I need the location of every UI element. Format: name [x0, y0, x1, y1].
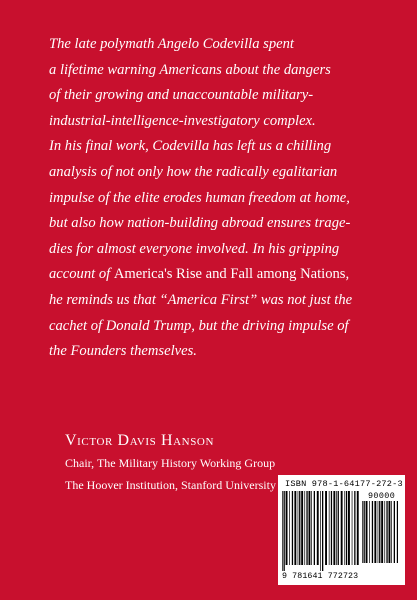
- attribution-title-1: Chair, The Military History Working Group: [65, 456, 276, 470]
- blurb-line-10-after: ,: [345, 266, 350, 283]
- barcode-bar: [346, 491, 347, 565]
- barcode-bar: [292, 491, 293, 565]
- barcode-bar: [366, 501, 368, 563]
- blurb-line-10-before: account of: [49, 266, 114, 283]
- blurb-line-10: [49, 262, 394, 288]
- book-title: America's Rise and Fall among Nations: [113, 266, 346, 283]
- barcode-bar: [338, 491, 339, 565]
- barcode-bar: [304, 491, 305, 565]
- barcode-bar: [325, 491, 327, 565]
- supplement-barcode-bars: [362, 501, 398, 569]
- blurb-line-2: a lifetime warning Americans about the dangers: [49, 61, 331, 78]
- barcode-bar: [294, 491, 296, 565]
- barcode-bar: [282, 491, 283, 571]
- blurb-line-4: industrial-intelligence-investigatory complex.: [49, 112, 316, 129]
- barcode-bar: [298, 491, 299, 565]
- attribution-name: Victor Davis Hanson: [65, 432, 215, 449]
- blurb-text: [49, 32, 394, 365]
- barcode-bar: [394, 501, 395, 563]
- barcode-bar: [333, 491, 335, 565]
- ean-digits: 9 781641 772723: [282, 572, 359, 581]
- barcode-bar: [379, 501, 380, 563]
- barcode-bar: [286, 491, 288, 565]
- barcode-bar: [381, 501, 383, 563]
- barcode-bar: [331, 491, 332, 565]
- ean-barcode-bars: [282, 491, 360, 571]
- blurb-line-9: dies for almost everyone involved. In his gripping: [49, 240, 340, 257]
- barcode-bar: [329, 491, 330, 565]
- attribution-title-2: The Hoover Institution, Stanford University: [65, 478, 276, 492]
- barcode-bar: [306, 491, 307, 565]
- barcode-bar: [374, 501, 376, 563]
- barcode-bar: [322, 491, 323, 571]
- blurb-line-7: impulse of the elite erodes human freedom at home,: [49, 189, 350, 206]
- barcode-bar: [372, 501, 373, 563]
- supplement-digits: 90000: [368, 491, 396, 501]
- blurb-line-12: cachet of Donald Trump, but the driving impulse of: [49, 317, 349, 334]
- barcode-bar: [362, 501, 363, 563]
- barcode-bar: [384, 501, 385, 563]
- barcode-bar: [336, 491, 337, 565]
- barcode-bar: [311, 491, 312, 565]
- barcode-bar: [352, 491, 353, 565]
- blurb-line-13: the Founders themselves.: [49, 343, 197, 360]
- blurb-line-11: he reminds us that “America First” was not just the: [49, 291, 353, 308]
- blurb-line-5: In his final work, Codevilla has left us a chilling: [49, 138, 332, 155]
- barcode-bar: [284, 491, 285, 571]
- barcode-bar: [386, 501, 387, 563]
- barcode-bar: [299, 491, 300, 565]
- barcode-bar: [354, 491, 355, 565]
- barcode-bar: [369, 501, 370, 563]
- blurb-line-8: but also how nation-building abroad ensures trage-: [49, 215, 351, 232]
- barcode-bar: [317, 491, 319, 565]
- barcode-bar: [397, 501, 398, 563]
- barcode-bar: [389, 501, 391, 563]
- barcode-bar: [301, 491, 303, 565]
- isbn-label: ISBN 978-1-64177-272-3: [285, 479, 403, 489]
- barcode-bar: [314, 491, 315, 565]
- attribution: [65, 430, 276, 496]
- isbn-barcode: [278, 475, 405, 585]
- blurb-line-3: of their growing and unaccountable military-: [49, 87, 314, 104]
- blurb-line-6: analysis of not only how the radically egalitarian: [49, 163, 338, 180]
- barcode-bar: [357, 491, 359, 565]
- barcode-bar: [364, 501, 365, 563]
- barcode-bar: [348, 491, 350, 565]
- barcode-bar: [341, 491, 343, 565]
- blurb-line-1: The late polymath Angelo Codevilla spent: [49, 36, 294, 52]
- barcode-bar: [378, 501, 379, 563]
- barcode-bar: [320, 491, 321, 571]
- barcode-bar: [309, 491, 311, 565]
- barcode-bar: [391, 501, 392, 563]
- barcode-bar: [344, 491, 345, 565]
- barcode-bar: [289, 491, 290, 565]
